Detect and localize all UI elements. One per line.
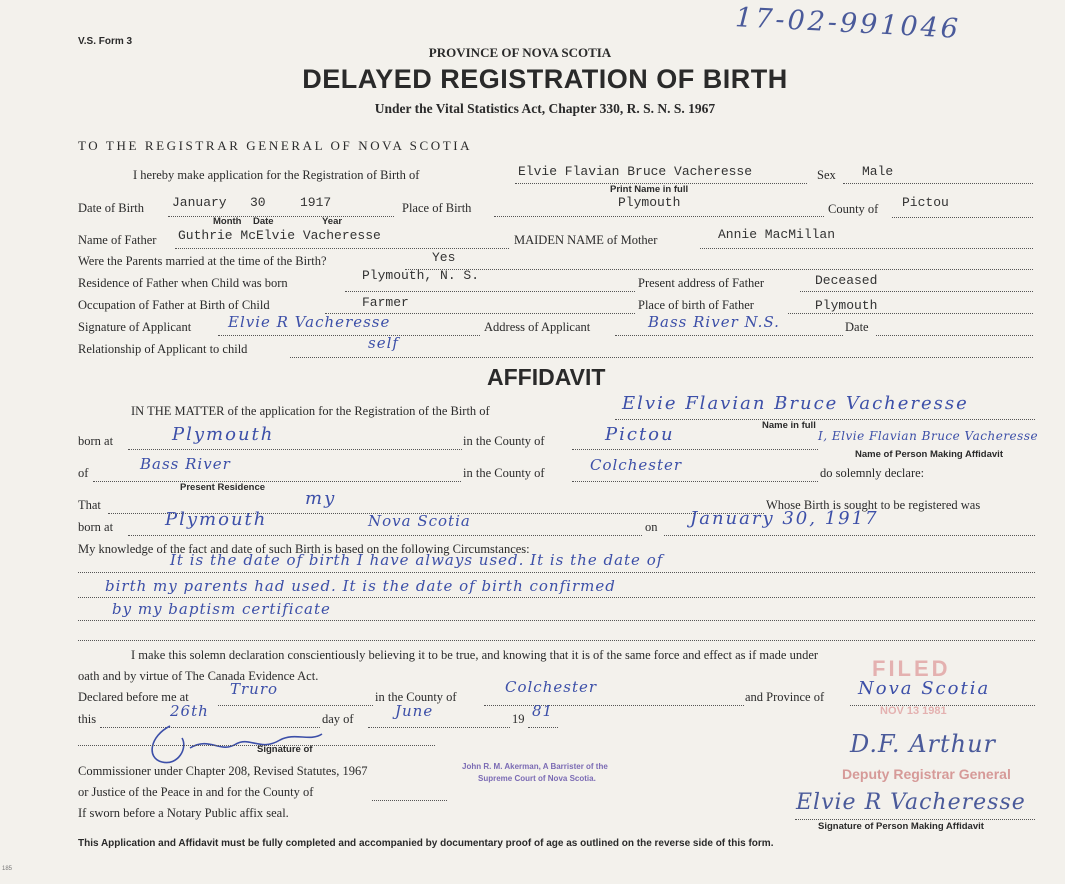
whose-birth-label: Whose Birth is sought to be registered was [766,498,981,512]
father-label: Name of Father [78,233,157,247]
dob-month: January [172,195,227,210]
that-value: my [305,488,337,509]
registrar-signature: D.F. Arthur [850,730,997,758]
present-address-value: Deceased [815,273,878,288]
in-county-label-2: in the County of [463,466,545,480]
in-county-label-3: in the County of [375,690,457,704]
declaration-line-1: I make this solemn declaration conscientiously believing it to be true, and knowing that it is of the same force and effect as if made under [131,648,819,662]
province-label: and Province of [745,690,825,704]
father-birthplace-value: Plymouth [815,298,878,313]
commissioner-signature [140,718,330,768]
applicant-address-label: Address of Applicant [484,320,591,334]
of-county: Colchester [590,456,683,474]
affiant-signature: Elvie R Vacheresse [796,790,1026,815]
of-label: of [78,466,89,480]
county-label: County of [828,202,879,216]
margin-code: 185 [2,866,13,872]
that-label: That [78,498,101,512]
signature-label: Signature of Applicant [78,320,192,334]
knowledge-label: My knowledge of the fact and date of such Birth is based on the following Circumstances: [78,542,530,556]
dob-year: 1917 [300,195,332,210]
sex-label: Sex [817,168,836,182]
declared-county: Colchester [505,678,598,696]
signature-of-caption: Signature of [257,744,313,755]
this-label: this [78,712,97,726]
born-at2-province: Nova Scotia [368,512,471,530]
dob-label: Date of Birth [78,201,144,215]
circumstance-line-2: birth my parents had used. It is the date of birth confirmed [105,577,616,595]
affiant-signature-caption: Signature of Person Making Affidavit [818,821,984,832]
mother-label: MAIDEN NAME of Mother [514,233,658,247]
caption-month: Month [213,216,242,227]
file-number: 17-02-991046 [734,2,962,45]
place-label: Place of Birth [402,201,472,215]
circumstance-line-1: It is the date of birth I have always used. It is the date of [170,551,664,569]
born-at-value: Plymouth [172,424,275,445]
affiant-caption: Name of Person Making Affidavit [855,449,1003,460]
commissioner-stamp-line-1: John R. M. Akerman, A Barrister of the [462,762,608,771]
mother-value: Annie MacMillan [718,227,836,242]
born-county: Pictou [605,424,675,445]
dob-date: 30 [250,195,266,210]
on-label: on [645,520,658,534]
application-intro: I hereby make application for the Registration of Birth of [133,168,420,182]
footer-note: This Application and Affidavit must be fully completed and accompanied by documentary proof of age as outlined on the reverse side of this form. [78,838,774,849]
occupation-value: Farmer [362,295,409,310]
married-label: Were the Parents married at the time of the Birth? [78,254,327,268]
matter-label: IN THE MATTER of the application for the Registration of the Birth of [131,404,490,418]
born-on: January 30, 1917 [690,508,879,529]
day-value: 26th [170,702,209,720]
affidavit-title: AFFIDAVIT [487,364,606,390]
relationship-value: self [368,334,399,352]
name-full-caption: Name in full [762,420,816,431]
applicant-signature: Elvie R Vacheresse [228,313,391,331]
applicant-address: Bass River N.S. [648,313,780,331]
present-address-label: Present address of Father [638,276,765,290]
day-of-label: day of [322,712,354,726]
filed-stamp: FILED [872,656,951,681]
declared-label: Declared before me at [78,690,189,704]
form-subtitle: Under the Vital Statistics Act, Chapter 330, R. S. N. S. 1967 [374,101,716,116]
circumstance-line-3: by my baptism certificate [112,600,331,618]
residence-caption: Present Residence [180,482,266,493]
declare-label: do solemnly declare: [820,466,925,480]
commissioner-stamp-line-2: Supreme Court of Nova Scotia. [478,774,596,783]
form-number: V.S. Form 3 [78,36,133,47]
notary-label: If sworn before a Notary Public affix seal. [78,806,289,820]
declaration-line-2: oath and by virtue of The Canada Evidence Act. [78,669,319,683]
born-at2-value: Plymouth [165,509,268,530]
born-at2-label: born at [78,520,114,534]
province-heading: PROVINCE OF NOVA SCOTIA [428,45,612,60]
residence-label: Residence of Father when Child was born [78,276,288,290]
declared-at: Truro [230,680,279,698]
father-birthplace-label: Place of birth of Father [638,298,754,312]
deputy-registrar-stamp: Deputy Registrar General [842,766,1011,782]
relationship-label: Relationship of Applicant to child [78,342,248,356]
born-at-label: born at [78,434,114,448]
commissioner-label: Commissioner under Chapter 208, Revised Statutes, 1967 [78,764,368,778]
justice-label: or Justice of the Peace in and for the County of [78,785,314,799]
married-value: Yes [432,250,456,265]
declared-province: Nova Scotia [858,678,991,699]
month-value: June [395,702,434,720]
of-residence: Bass River [140,455,231,473]
place-value: Plymouth [618,195,681,210]
form-title: DELAYED REGISTRATION OF BIRTH [302,64,788,94]
year-prefix: 19 [512,712,525,726]
filed-date: NOV 13 1981 [880,705,947,717]
addressee: TO THE REGISTRAR GENERAL OF NOVA SCOTIA [78,138,473,153]
occupation-label: Occupation of Father at Birth of Child [78,298,270,312]
child-name: Elvie Flavian Bruce Vacheresse [518,164,753,179]
in-county-label-1: in the County of [463,434,545,448]
caption-date: Date [253,216,274,227]
county-value: Pictou [902,195,949,210]
father-value: Guthrie McElvie Vacheresse [178,228,381,243]
name-caption: Print Name in full [610,184,689,195]
sex-value: Male [862,164,894,179]
date-label: Date [845,320,869,334]
year-value: 81 [532,702,554,720]
matter-name: Elvie Flavian Bruce Vacheresse [622,393,969,414]
residence-value: Plymouth, N. S. [362,268,480,283]
affiant-name: I, Elvie Flavian Bruce Vacheresse [818,429,1039,443]
caption-year: Year [322,216,343,227]
